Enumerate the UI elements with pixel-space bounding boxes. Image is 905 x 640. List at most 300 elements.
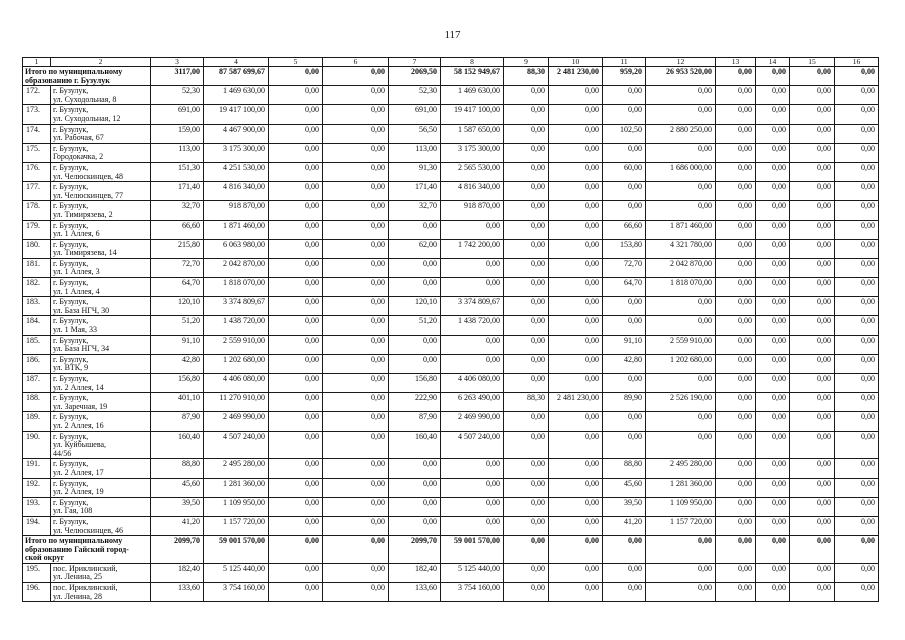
value-col-7: 32,70 bbox=[389, 201, 441, 220]
value-col-7: 2099,70 bbox=[389, 536, 441, 564]
address-cell bbox=[51, 316, 151, 335]
value-col-10: 0,00 bbox=[549, 412, 603, 431]
address-line: г. Бузулук, bbox=[53, 374, 89, 383]
value-col-13: 0,00 bbox=[716, 162, 756, 181]
value-col-7: 182,40 bbox=[389, 563, 441, 582]
value-col-10: 2 481 230,00 bbox=[549, 393, 603, 412]
column-number-header: 9 bbox=[504, 58, 549, 67]
value-col-11: 42,80 bbox=[603, 354, 646, 373]
value-col-7: 113,00 bbox=[389, 143, 441, 162]
column-number-header: 7 bbox=[389, 58, 441, 67]
value-col-11: 0,00 bbox=[603, 536, 646, 564]
value-col-12: 0,00 bbox=[646, 143, 716, 162]
address-line: ул. База НГЧ, 34 bbox=[53, 344, 110, 354]
value-col-5: 0,00 bbox=[269, 459, 323, 478]
value-col-15: 0,00 bbox=[790, 431, 835, 459]
address-line: ул. 1 Аллея, 3 bbox=[53, 267, 100, 277]
table-row bbox=[23, 374, 879, 393]
address-line: г. Бузулук, bbox=[53, 516, 89, 526]
value-col-7: 91,30 bbox=[389, 162, 441, 181]
value-col-7: 0,00 bbox=[389, 335, 441, 354]
address-cell bbox=[51, 258, 151, 277]
value-col-12: 1 686 000,00 bbox=[646, 162, 716, 181]
value-col-9: 0,00 bbox=[504, 278, 549, 297]
value-col-16: 0,00 bbox=[835, 412, 879, 431]
value-col-12: 0,00 bbox=[646, 536, 716, 564]
row-number: 178. bbox=[23, 201, 51, 220]
value-col-4: 1 469 630,00 bbox=[204, 86, 269, 105]
value-col-4: 5 125 440,00 bbox=[204, 563, 269, 582]
value-col-15: 0,00 bbox=[790, 583, 835, 602]
value-col-8: 3 374 809,67 bbox=[441, 297, 504, 316]
value-col-15: 0,00 bbox=[790, 335, 835, 354]
value-col-5: 0,00 bbox=[269, 583, 323, 602]
value-col-3: 41,20 bbox=[151, 516, 204, 535]
value-col-4: 2 042 870,00 bbox=[204, 258, 269, 277]
value-col-9: 0,00 bbox=[504, 124, 549, 143]
address-line: ул. Тимирязева, 2 bbox=[53, 209, 113, 219]
value-col-3: 87,90 bbox=[151, 412, 204, 431]
value-col-3: 120,10 bbox=[151, 297, 204, 316]
value-col-8: 1 469 630,00 bbox=[441, 86, 504, 105]
value-col-11: 0,00 bbox=[603, 431, 646, 459]
address-line: г. Бузулук, bbox=[53, 86, 89, 96]
table-row bbox=[23, 459, 879, 478]
column-number-header: 16 bbox=[835, 58, 879, 67]
value-col-13: 0,00 bbox=[716, 220, 756, 239]
value-col-14: 0,00 bbox=[756, 278, 790, 297]
table-body bbox=[23, 67, 879, 602]
column-number-header: 5 bbox=[269, 58, 323, 67]
column-number-header: 12 bbox=[646, 58, 716, 67]
table-row bbox=[23, 278, 879, 297]
value-col-5: 0,00 bbox=[269, 431, 323, 459]
value-col-13: 0,00 bbox=[716, 335, 756, 354]
value-col-15: 0,00 bbox=[790, 124, 835, 143]
page-number: 117 bbox=[444, 29, 461, 41]
address-line: ул. Челюскинцев, 77 bbox=[53, 190, 123, 200]
row-number: 182. bbox=[23, 278, 51, 297]
value-col-10: 0,00 bbox=[549, 258, 603, 277]
value-col-11: 39,50 bbox=[603, 497, 646, 516]
address-cell bbox=[51, 393, 151, 412]
value-col-9: 0,00 bbox=[504, 239, 549, 258]
value-col-4: 2 559 910,00 bbox=[204, 335, 269, 354]
value-col-14: 0,00 bbox=[756, 239, 790, 258]
value-col-14: 0,00 bbox=[756, 316, 790, 335]
value-col-11: 0,00 bbox=[603, 105, 646, 124]
value-col-5: 0,00 bbox=[269, 497, 323, 516]
value-col-7: 0,00 bbox=[389, 516, 441, 535]
value-col-3: 39,50 bbox=[151, 497, 204, 516]
value-col-6: 0,00 bbox=[323, 497, 389, 516]
value-col-15: 0,00 bbox=[790, 297, 835, 316]
value-col-7: 0,00 bbox=[389, 478, 441, 497]
row-number: 190. bbox=[23, 431, 51, 459]
value-col-7: 691,00 bbox=[389, 105, 441, 124]
value-col-8: 0,00 bbox=[441, 354, 504, 373]
value-col-5: 0,00 bbox=[269, 278, 323, 297]
value-col-12: 0,00 bbox=[646, 105, 716, 124]
table-row bbox=[23, 497, 879, 516]
table-row bbox=[23, 393, 879, 412]
address-cell bbox=[51, 431, 151, 459]
value-col-9: 0,00 bbox=[504, 583, 549, 602]
value-col-15: 0,00 bbox=[790, 182, 835, 201]
value-col-6: 0,00 bbox=[323, 459, 389, 478]
address-line: г. Бузулук, bbox=[53, 124, 89, 134]
value-col-14: 0,00 bbox=[756, 536, 790, 564]
table-row bbox=[23, 431, 879, 459]
value-col-11: 0,00 bbox=[603, 86, 646, 105]
value-col-8: 4 406 080,00 bbox=[441, 374, 504, 393]
value-col-14: 0,00 bbox=[756, 105, 790, 124]
total-label-line: Итого по муниципальному bbox=[25, 67, 123, 76]
value-col-10: 0,00 bbox=[549, 201, 603, 220]
value-col-16: 0,00 bbox=[835, 393, 879, 412]
value-col-10: 0,00 bbox=[549, 86, 603, 105]
value-col-12: 2 526 190,00 bbox=[646, 393, 716, 412]
value-col-12: 1 157 720,00 bbox=[646, 516, 716, 535]
value-col-9: 0,00 bbox=[504, 220, 549, 239]
value-col-9: 88,30 bbox=[504, 393, 549, 412]
value-col-4: 1 157 720,00 bbox=[204, 516, 269, 535]
row-number: 181. bbox=[23, 258, 51, 277]
value-col-8: 59 001 570,00 bbox=[441, 536, 504, 564]
value-col-11: 959,20 bbox=[603, 67, 646, 86]
address-line: ул. 2 Аллея, 14 bbox=[53, 382, 104, 392]
value-col-8: 0,00 bbox=[441, 335, 504, 354]
value-col-15: 0,00 bbox=[790, 201, 835, 220]
row-number: 174. bbox=[23, 124, 51, 143]
value-col-13: 0,00 bbox=[716, 297, 756, 316]
value-col-9: 0,00 bbox=[504, 297, 549, 316]
value-col-12: 0,00 bbox=[646, 86, 716, 105]
address-line: ул. ВТК, 9 bbox=[53, 363, 89, 373]
address-cell bbox=[51, 563, 151, 582]
value-col-7: 2069,50 bbox=[389, 67, 441, 86]
value-col-8: 6 263 490,00 bbox=[441, 393, 504, 412]
value-col-6: 0,00 bbox=[323, 536, 389, 564]
value-col-7: 0,00 bbox=[389, 278, 441, 297]
value-col-15: 0,00 bbox=[790, 497, 835, 516]
column-number-header: 1 bbox=[23, 58, 51, 67]
value-col-15: 0,00 bbox=[790, 162, 835, 181]
value-col-15: 0,00 bbox=[790, 393, 835, 412]
value-col-15: 0,00 bbox=[790, 478, 835, 497]
value-col-10: 2 481 230,00 bbox=[549, 67, 603, 86]
address-line: г. Бузулук, bbox=[53, 278, 89, 288]
value-col-5: 0,00 bbox=[269, 182, 323, 201]
row-number: 188. bbox=[23, 393, 51, 412]
value-col-12: 2 042 870,00 bbox=[646, 258, 716, 277]
value-col-8: 0,00 bbox=[441, 516, 504, 535]
value-col-15: 0,00 bbox=[790, 105, 835, 124]
value-col-9: 0,00 bbox=[504, 182, 549, 201]
value-col-5: 0,00 bbox=[269, 105, 323, 124]
value-col-5: 0,00 bbox=[269, 374, 323, 393]
value-col-10: 0,00 bbox=[549, 239, 603, 258]
value-col-4: 4 507 240,00 bbox=[204, 431, 269, 459]
value-col-7: 160,40 bbox=[389, 431, 441, 459]
value-col-16: 0,00 bbox=[835, 335, 879, 354]
value-col-11: 91,10 bbox=[603, 335, 646, 354]
value-col-16: 0,00 bbox=[835, 516, 879, 535]
value-col-10: 0,00 bbox=[549, 563, 603, 582]
value-col-9: 0,00 bbox=[504, 201, 549, 220]
address-line: ул. Суходольная, 12 bbox=[53, 113, 121, 123]
value-col-11: 153,80 bbox=[603, 239, 646, 258]
value-col-16: 0,00 bbox=[835, 258, 879, 277]
value-col-14: 0,00 bbox=[756, 258, 790, 277]
value-col-15: 0,00 bbox=[790, 516, 835, 535]
row-number: 192. bbox=[23, 478, 51, 497]
value-col-11: 0,00 bbox=[603, 374, 646, 393]
value-col-12: 2 495 280,00 bbox=[646, 459, 716, 478]
value-col-4: 6 063 980,00 bbox=[204, 239, 269, 258]
value-col-11: 0,00 bbox=[603, 297, 646, 316]
value-col-16: 0,00 bbox=[835, 201, 879, 220]
value-col-11: 0,00 bbox=[603, 182, 646, 201]
value-col-14: 0,00 bbox=[756, 393, 790, 412]
value-col-9: 0,00 bbox=[504, 459, 549, 478]
value-col-4: 59 001 570,00 bbox=[204, 536, 269, 564]
value-col-6: 0,00 bbox=[323, 220, 389, 239]
address-line: г. Бузулук, bbox=[53, 239, 89, 249]
address-line: ул. Тимирязева, 14 bbox=[53, 248, 117, 258]
address-line: ул. Челюскинцев, 48 bbox=[53, 171, 123, 181]
value-col-4: 4 251 530,00 bbox=[204, 162, 269, 181]
address-cell bbox=[51, 497, 151, 516]
value-col-7: 51,20 bbox=[389, 316, 441, 335]
value-col-3: 51,20 bbox=[151, 316, 204, 335]
value-col-16: 0,00 bbox=[835, 182, 879, 201]
value-col-12: 1 818 070,00 bbox=[646, 278, 716, 297]
value-col-10: 0,00 bbox=[549, 143, 603, 162]
address-line: ул. Ленина, 28 bbox=[53, 591, 102, 601]
total-label bbox=[23, 67, 151, 86]
value-col-5: 0,00 bbox=[269, 335, 323, 354]
value-col-7: 0,00 bbox=[389, 497, 441, 516]
row-number: 191. bbox=[23, 459, 51, 478]
table-row bbox=[23, 182, 879, 201]
address-cell bbox=[51, 201, 151, 220]
address-cell bbox=[51, 354, 151, 373]
value-col-7: 56,50 bbox=[389, 124, 441, 143]
value-col-10: 0,00 bbox=[549, 316, 603, 335]
value-col-16: 0,00 bbox=[835, 431, 879, 459]
value-col-9: 0,00 bbox=[504, 497, 549, 516]
value-col-3: 160,40 bbox=[151, 431, 204, 459]
value-col-10: 0,00 bbox=[549, 478, 603, 497]
column-number-header: 4 bbox=[204, 58, 269, 67]
value-col-5: 0,00 bbox=[269, 516, 323, 535]
value-col-5: 0,00 bbox=[269, 316, 323, 335]
value-col-4: 3 374 809,67 bbox=[204, 297, 269, 316]
value-col-15: 0,00 bbox=[790, 258, 835, 277]
value-col-8: 0,00 bbox=[441, 220, 504, 239]
value-col-6: 0,00 bbox=[323, 239, 389, 258]
value-col-13: 0,00 bbox=[716, 431, 756, 459]
value-col-10: 0,00 bbox=[549, 124, 603, 143]
row-number: 183. bbox=[23, 297, 51, 316]
address-line: ул. Куйбышева, bbox=[53, 440, 107, 450]
value-col-15: 0,00 bbox=[790, 536, 835, 564]
value-col-3: 66,60 bbox=[151, 220, 204, 239]
value-col-4: 3 175 300,00 bbox=[204, 143, 269, 162]
value-col-8: 58 152 949,67 bbox=[441, 67, 504, 86]
table-row bbox=[23, 124, 879, 143]
value-col-12: 2 559 910,00 bbox=[646, 335, 716, 354]
value-col-14: 0,00 bbox=[756, 182, 790, 201]
row-number: 177. bbox=[23, 182, 51, 201]
address-line: ул. 1 Мая, 33 bbox=[53, 325, 97, 335]
address-line: ул. Суходольная, 8 bbox=[53, 94, 117, 104]
value-col-8: 4 816 340,00 bbox=[441, 182, 504, 201]
column-number-header: 6 bbox=[323, 58, 389, 67]
value-col-14: 0,00 bbox=[756, 220, 790, 239]
value-col-15: 0,00 bbox=[790, 374, 835, 393]
address-line: г. Бузулук, bbox=[53, 258, 89, 268]
value-col-11: 41,20 bbox=[603, 516, 646, 535]
address-cell bbox=[51, 278, 151, 297]
housing-funds-table bbox=[22, 57, 879, 602]
value-col-13: 0,00 bbox=[716, 563, 756, 582]
value-col-3: 64,70 bbox=[151, 278, 204, 297]
value-col-11: 102,50 bbox=[603, 124, 646, 143]
address-line: г. Бузулук, bbox=[53, 182, 89, 192]
value-col-8: 4 507 240,00 bbox=[441, 431, 504, 459]
total-label-line: ской округ bbox=[25, 553, 65, 563]
value-col-11: 0,00 bbox=[603, 563, 646, 582]
value-col-16: 0,00 bbox=[835, 86, 879, 105]
address-line: г. Бузулук, bbox=[53, 412, 89, 422]
value-col-4: 11 270 910,00 bbox=[204, 393, 269, 412]
value-col-6: 0,00 bbox=[323, 124, 389, 143]
total-row bbox=[23, 67, 879, 86]
value-col-13: 0,00 bbox=[716, 459, 756, 478]
value-col-10: 0,00 bbox=[549, 459, 603, 478]
value-col-16: 0,00 bbox=[835, 497, 879, 516]
table-row bbox=[23, 143, 879, 162]
value-col-8: 0,00 bbox=[441, 278, 504, 297]
column-number-row bbox=[23, 58, 879, 67]
value-col-15: 0,00 bbox=[790, 563, 835, 582]
value-col-5: 0,00 bbox=[269, 393, 323, 412]
value-col-14: 0,00 bbox=[756, 143, 790, 162]
value-col-4: 1 202 680,00 bbox=[204, 354, 269, 373]
value-col-15: 0,00 bbox=[790, 239, 835, 258]
value-col-8: 2 469 990,00 bbox=[441, 412, 504, 431]
address-line: г. Бузулук, bbox=[53, 162, 89, 172]
value-col-3: 691,00 bbox=[151, 105, 204, 124]
value-col-9: 0,00 bbox=[504, 431, 549, 459]
address-cell bbox=[51, 583, 151, 602]
value-col-9: 0,00 bbox=[504, 105, 549, 124]
value-col-13: 0,00 bbox=[716, 182, 756, 201]
value-col-8: 3 754 160,00 bbox=[441, 583, 504, 602]
table-row bbox=[23, 583, 879, 602]
column-number-header: 13 bbox=[716, 58, 756, 67]
address-cell bbox=[51, 239, 151, 258]
value-col-5: 0,00 bbox=[269, 478, 323, 497]
value-col-12: 0,00 bbox=[646, 563, 716, 582]
value-col-13: 0,00 bbox=[716, 583, 756, 602]
table-row bbox=[23, 239, 879, 258]
value-col-13: 0,00 bbox=[716, 478, 756, 497]
value-col-10: 0,00 bbox=[549, 278, 603, 297]
value-col-14: 0,00 bbox=[756, 563, 790, 582]
address-line: г. Бузулук, bbox=[53, 393, 89, 403]
value-col-9: 0,00 bbox=[504, 258, 549, 277]
value-col-8: 0,00 bbox=[441, 459, 504, 478]
value-col-10: 0,00 bbox=[549, 431, 603, 459]
column-number-header: 3 bbox=[151, 58, 204, 67]
value-col-7: 0,00 bbox=[389, 459, 441, 478]
address-line: г. Бузулук, bbox=[53, 143, 89, 153]
value-col-13: 0,00 bbox=[716, 239, 756, 258]
value-col-12: 2 880 250,00 bbox=[646, 124, 716, 143]
row-number: 172. bbox=[23, 86, 51, 105]
value-col-12: 0,00 bbox=[646, 374, 716, 393]
value-col-4: 87 587 699,67 bbox=[204, 67, 269, 86]
value-col-9: 0,00 bbox=[504, 316, 549, 335]
address-cell bbox=[51, 297, 151, 316]
value-col-6: 0,00 bbox=[323, 316, 389, 335]
value-col-3: 171,40 bbox=[151, 182, 204, 201]
address-cell bbox=[51, 412, 151, 431]
value-col-9: 0,00 bbox=[504, 412, 549, 431]
value-col-12: 0,00 bbox=[646, 316, 716, 335]
value-col-6: 0,00 bbox=[323, 563, 389, 582]
value-col-16: 0,00 bbox=[835, 316, 879, 335]
table-row bbox=[23, 563, 879, 582]
value-col-11: 88,80 bbox=[603, 459, 646, 478]
value-col-3: 156,80 bbox=[151, 374, 204, 393]
value-col-9: 0,00 bbox=[504, 162, 549, 181]
value-col-3: 32,70 bbox=[151, 201, 204, 220]
value-col-11: 72,70 bbox=[603, 258, 646, 277]
value-col-15: 0,00 bbox=[790, 220, 835, 239]
address-line: г. Бузулук, bbox=[53, 335, 89, 345]
value-col-16: 0,00 bbox=[835, 278, 879, 297]
value-col-12: 1 871 460,00 bbox=[646, 220, 716, 239]
address-line: г. Бузулук, bbox=[53, 497, 89, 507]
value-col-14: 0,00 bbox=[756, 583, 790, 602]
value-col-5: 0,00 bbox=[269, 354, 323, 373]
value-col-3: 91,10 bbox=[151, 335, 204, 354]
column-number-header: 11 bbox=[603, 58, 646, 67]
value-col-16: 0,00 bbox=[835, 162, 879, 181]
address-cell bbox=[51, 478, 151, 497]
value-col-8: 1 742 200,00 bbox=[441, 239, 504, 258]
value-col-16: 0,00 bbox=[835, 459, 879, 478]
value-col-8: 1 587 650,00 bbox=[441, 124, 504, 143]
value-col-5: 0,00 bbox=[269, 220, 323, 239]
address-cell bbox=[51, 162, 151, 181]
value-col-7: 133,60 bbox=[389, 583, 441, 602]
value-col-6: 0,00 bbox=[323, 583, 389, 602]
value-col-9: 0,00 bbox=[504, 374, 549, 393]
row-number: 185. bbox=[23, 335, 51, 354]
value-col-5: 0,00 bbox=[269, 86, 323, 105]
value-col-11: 0,00 bbox=[603, 316, 646, 335]
value-col-11: 0,00 bbox=[603, 201, 646, 220]
address-cell bbox=[51, 516, 151, 535]
value-col-16: 0,00 bbox=[835, 583, 879, 602]
value-col-13: 0,00 bbox=[716, 278, 756, 297]
value-col-4: 1 438 720,00 bbox=[204, 316, 269, 335]
